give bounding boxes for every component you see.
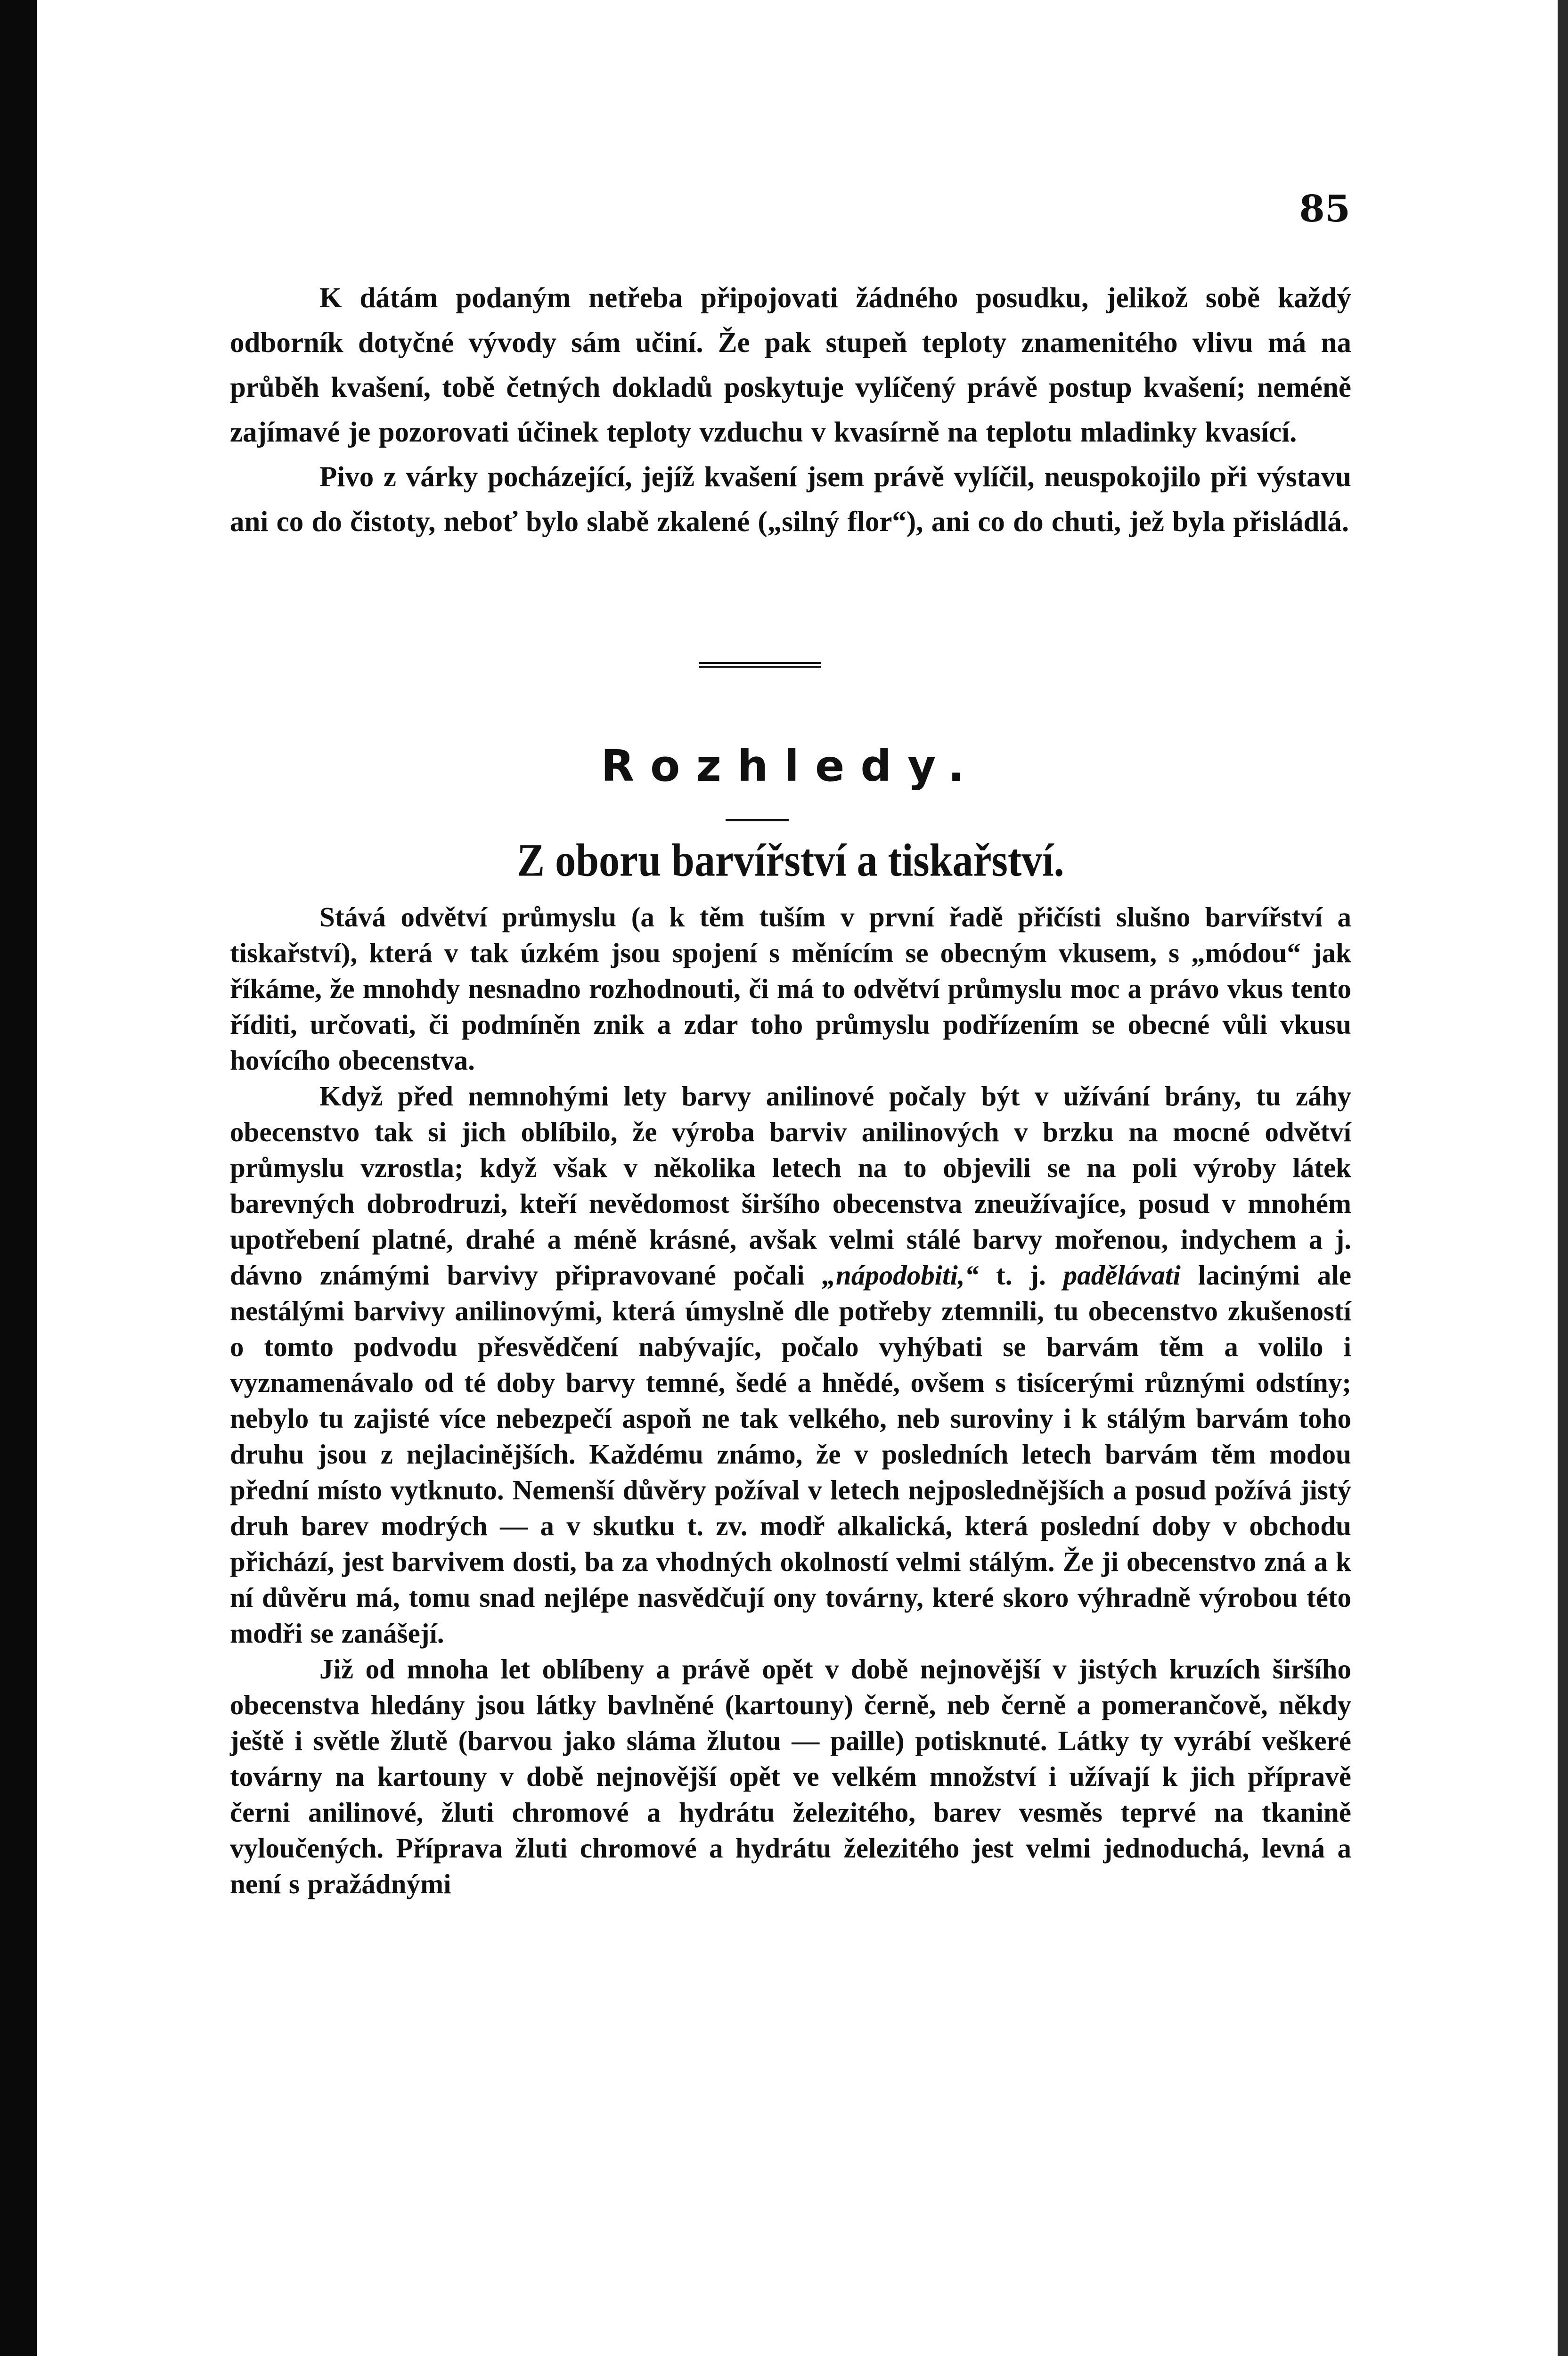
- title-rule: [726, 819, 789, 821]
- paragraph-2-italic-napodobiti: „nápodobiti,“: [822, 1260, 979, 1291]
- section-divider: [699, 662, 821, 668]
- scan-border-right: [1558, 0, 1568, 2356]
- article-paragraph-1: Stává odvětví průmyslu (a k těm tuším v první řadě přičísti slušno barvířství a tiskařství), která v tak úzkém jsou spojení s měnícím se obecným vkusem, s „módou“ jak říkáme, že mnohdy nesnadno rozhodnouti, či má to odvětví průmyslu moc a právo vkus tento říditi, určovati, či podmíněn znik a zdar toho průmyslu podřízením se obecné vůli vkusu hovícího obecenstva.: [230, 901, 1351, 1076]
- article-title: Z oboru barvířství a tiskařství.: [517, 835, 1064, 886]
- article-paragraph-2: [230, 1078, 1351, 1651]
- section-title: Rozhledy.: [601, 741, 980, 791]
- article-paragraph-3: Již od mnoha let oblíbeny a právě opět v době nejnovější v jistých kruzích širšího obecenstva hledány jsou látky bavlněné (kartouny) černě, neb černě a pomerančově, někdy ještě i světle žlutě (barvou jako sláma žlutou — paille) potisknuté. Látky ty vyrábí veškeré továrny na kartouny v době nejnovější opět ve velkém množství i užívají k jich přípravě černi anilinové, žluti chromové a hydrátu železitého, barev vesměs teprvé na tkanině vyloučených. Příprava žluti chromové a hydrátu železitého jest velmi jednoduchá, levná a není s pražádnými: [230, 1653, 1351, 1899]
- paragraph-2-text-a: Když před nemnohými lety barvy anilinové počaly být v užívání brány, tu záhy obecenstvo tak si jich oblíbilo, že výroba barviv anilinových v brzku na mocné odvětví průmyslu vzrostla; když však v několika letech na to objevili se na poli výroby látek barevných dobrodruzi, kteří nevědomost širšího obecenstva zneužívajíce, posud v mnohém upotřebení platné, drahé a méně krásné, avšak velmi stálé barvy mořenou, indychem a j. dávno známými barvivy připravované počali: [230, 1080, 1351, 1291]
- paragraph-2-text-b: t. j.: [979, 1260, 1063, 1291]
- intro-paragraph-2: Pivo z várky pocházející, jejíž kvašení jsem právě vylíčil, neuspokojilo při výstavu ani co do čistoty, neboť bylo slabě zkalené („silný flor“), ani co do chuti, jež byla přisládlá.: [230, 461, 1351, 538]
- paragraph-2-text-c: lacinými ale nestálými barvivy anilinovými, která úmyslně dle potřeby ztemnili, tu obecenstvo zkušeností o tomto podvodu přesvědčení nabývajíc, počalo vyhýbati se barvám těm a volilo i vyznamenávalo od té doby barvy temné, šedé a hnědé, ovšem s tisícerými různými odstíny; nebylo tu zajisté více nebezpečí aspoň ne tak velkého, neb suroviny i k stálým barvám toho druhu jsou z nejlacinějších. Každému známo, že v posledních letech barvám těm modou přední místo vytknuto. Nemenší důvěry požíval v letech nejposlednějších a posud požívá jistý druh barev modrých — a v skutku t. zv. modř alkalická, která poslední doby v obchodu přichází, jest barvivem dosti, ba za vhodných okolností velmi stálým. Že ji obecenstvo zná a k ní důvěru má, tomu snad nejlépe nasvědčují ony továrny, které skoro výhradně výrobou této modři se zanášejí.: [230, 1260, 1352, 1649]
- paragraph-2-italic-padelavati: padělávati: [1063, 1260, 1181, 1291]
- article-body: [230, 899, 1351, 1902]
- scan-border-left: [0, 0, 37, 2356]
- intro-text: [230, 276, 1351, 544]
- page-number: 85: [1299, 188, 1350, 230]
- intro-paragraph-1: K dátám podaným netřeba připojovati žádného posudku, jelikož sobě každý odborník dotyčné vývody sám učiní. Že pak stupeň teploty znamenitého vlivu má na průběh kvašení, tobě četných dokladů poskytuje vylíčený právě postup kvašení; neméně zajímavé je pozorovati účinek teploty vzduchu v kvasírně na teplotu mladinky kvasící.: [230, 282, 1351, 448]
